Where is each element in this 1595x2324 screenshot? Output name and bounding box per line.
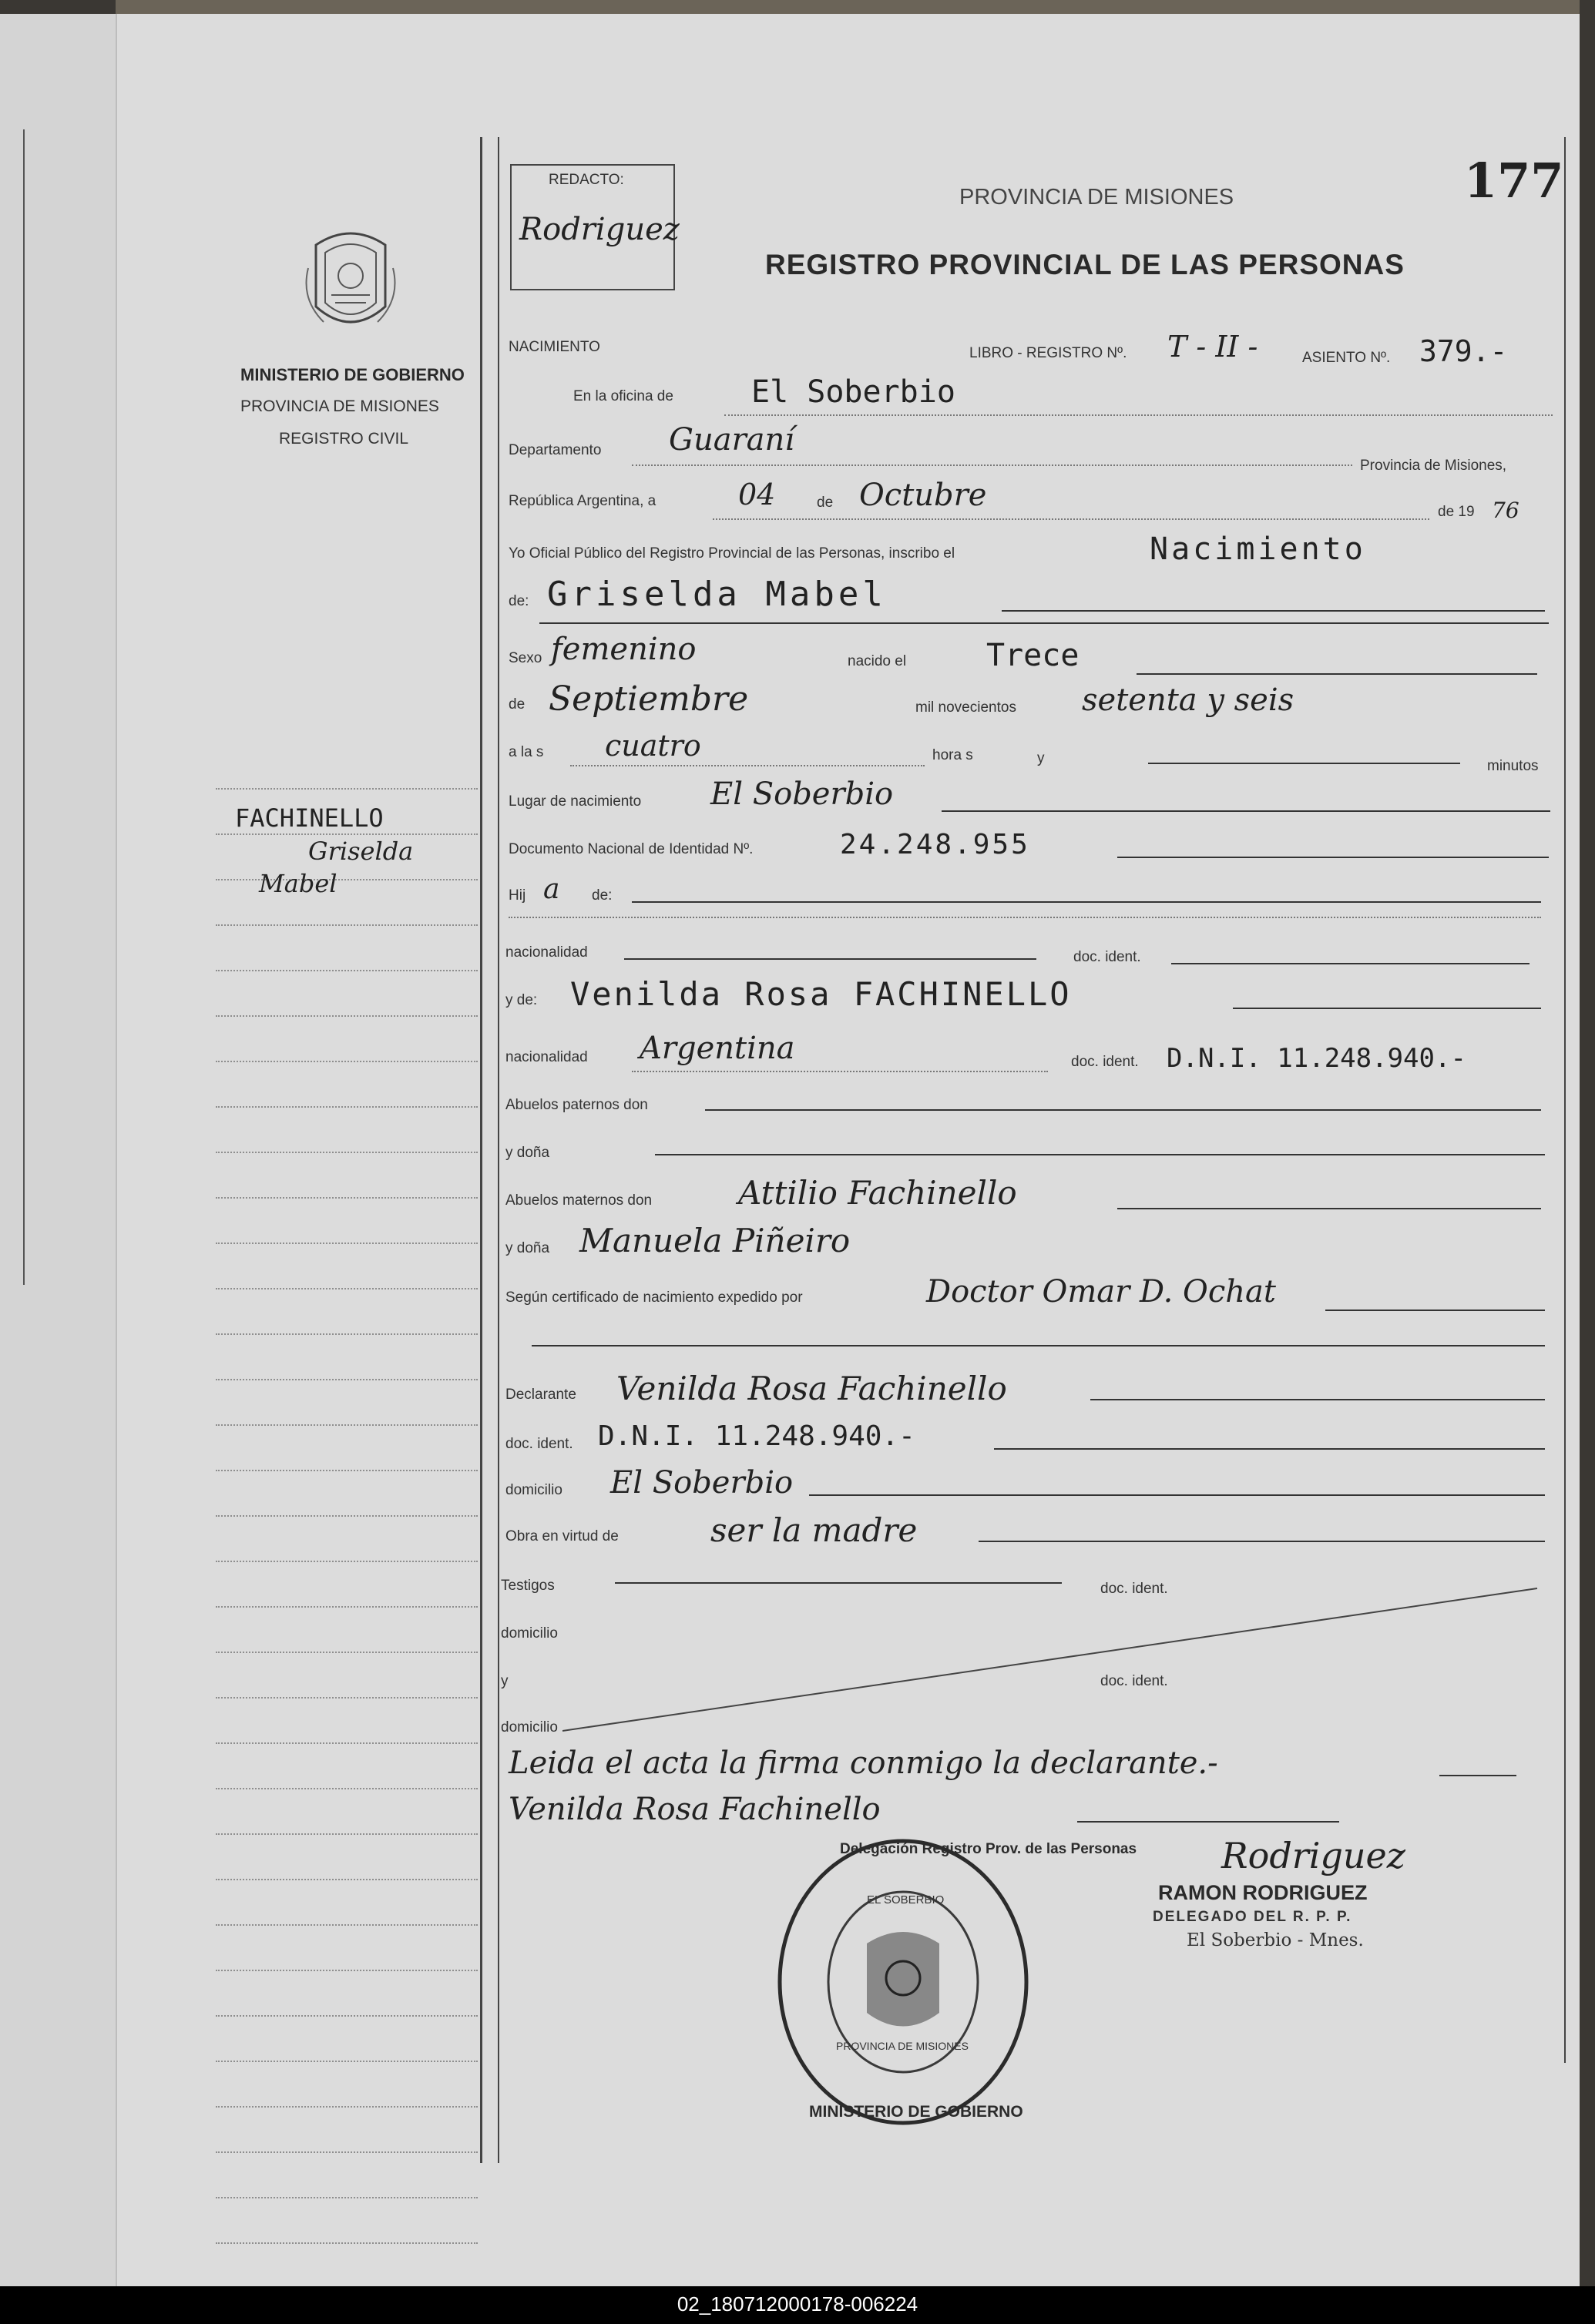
stub-ruled-line [216, 1742, 478, 1744]
stamp-inner-bottom: PROVINCIA DE MISIONES [836, 2040, 969, 2052]
oficial-label: Yo Oficial Público del Registro Provincial de las Personas, inscribo el [509, 545, 955, 562]
hija-line-2 [509, 917, 1541, 918]
stamp-outer-text: Delegación Registro Prov. de las Personas [840, 1841, 1137, 1857]
doc-decl-value: D.N.I. 11.248.940.- [598, 1420, 915, 1452]
stub-ruled-line [216, 1424, 478, 1426]
obra-label: Obra en virtud de [505, 1528, 619, 1544]
sexo-label: Sexo [509, 650, 542, 666]
oficina-value: El Soberbio [751, 374, 955, 410]
act-type: NACIMIENTO [509, 339, 600, 355]
stub-ruled-line [216, 1379, 478, 1380]
nac2-doc-value: D.N.I. 11.248.940.- [1167, 1043, 1466, 1074]
domicilio-line [809, 1494, 1545, 1496]
stub-name-1: Griselda [308, 837, 414, 866]
de-line [1002, 610, 1545, 612]
stub-ruled-line [216, 2197, 478, 2198]
declarante-line [1090, 1399, 1545, 1400]
testigos-doc-label: doc. ident. [1100, 1581, 1168, 1597]
ministry-registry: REGISTRO CIVIL [279, 430, 409, 448]
stub-ruled-line [216, 1970, 478, 1971]
delegate-title: DELEGADO DEL R. P. P. [1153, 1909, 1352, 1925]
closing-line-2: Venilda Rosa Fachinello [509, 1792, 881, 1827]
stub-ruled-line [216, 2106, 478, 2108]
yde-label: y de: [505, 992, 538, 1008]
lugar-label: Lugar de nacimiento [509, 793, 642, 810]
hija-line [632, 901, 1541, 903]
ministry-title: MINISTERIO DE GOBIERNO [240, 365, 465, 384]
de-label: de: [509, 593, 529, 609]
stub-ruled-line [216, 2151, 478, 2153]
official-stamp-icon [774, 1836, 1033, 2128]
stub-ruled-line [216, 788, 478, 790]
stub-ruled-line [216, 833, 478, 835]
testigos-label: Testigos [501, 1578, 555, 1594]
libro-label: LIBRO - REGISTRO Nº. [969, 345, 1127, 361]
yde-value: Venilda Rosa FACHINELLO [570, 975, 1072, 1013]
abuelos-mat-value: Attilio Fachinello [738, 1174, 1017, 1212]
domicilio-value: El Soberbio [610, 1465, 794, 1501]
mes-label: de [509, 696, 526, 713]
asiento-label: ASIENTO Nº. [1302, 350, 1391, 366]
dona-pat-line [655, 1154, 1545, 1155]
domicilio3-label: domicilio [501, 1719, 558, 1735]
redacto-signature: Rodriguez [519, 212, 680, 247]
stub-ruled-line [216, 1606, 478, 1608]
departamento-label: Departamento [509, 442, 602, 458]
certificado-line [1325, 1310, 1545, 1311]
yde-line [1233, 1008, 1541, 1009]
header-province: PROVINCIA DE MISIONES [959, 185, 1234, 210]
stub-ruled-line [216, 1561, 478, 1562]
stub-ruled-line [216, 1652, 478, 1653]
hora-value: cuatro [605, 729, 701, 763]
form-left-border [498, 137, 499, 2163]
closing-line-1: Leida el acta la firma conmigo la declarante.- [509, 1746, 1218, 1781]
delegate-signature: Rodriguez [1221, 1835, 1406, 1876]
departamento-value: Guaraní [669, 422, 795, 458]
republica-de: de [817, 495, 834, 511]
minutos-line [1148, 763, 1460, 764]
hora-label: a la s [509, 744, 544, 760]
hija-label-letter: a [543, 874, 560, 905]
republica-day: 04 [738, 478, 776, 511]
nac2-label: nacionalidad [505, 1049, 588, 1065]
y2-label: y [501, 1673, 509, 1689]
republica-year-label: de 19 [1438, 504, 1475, 520]
abuelos-mat-line [1117, 1208, 1541, 1209]
dona-mat-value: Manuela Piñeiro [579, 1222, 851, 1259]
nacido-label: nacido el [848, 653, 907, 669]
sexo-value: femenino [551, 632, 697, 667]
departamento-line [632, 464, 1352, 466]
mil-label: mil novecientos [915, 699, 1016, 716]
stub-ruled-line [216, 1061, 478, 1062]
stub-divider-line [480, 137, 482, 2163]
abuelos-pat-line [705, 1109, 1541, 1111]
obra-line [979, 1541, 1545, 1542]
nacido-value: Trece [986, 638, 1080, 673]
lugar-value: El Soberbio [710, 776, 894, 812]
mes-value: Septiembre [549, 679, 749, 719]
stub-ruled-line [216, 1788, 478, 1789]
cancel-diagonal-line [562, 1573, 1556, 1735]
stub-surname: FACHINELLO [235, 803, 384, 833]
nac1-doc-line [1171, 963, 1530, 964]
delegate-name: RAMON RODRIGUEZ [1158, 1881, 1368, 1904]
hora-line [570, 765, 925, 766]
facing-page-edge [0, 14, 117, 2286]
nac2-value: Argentina [640, 1031, 795, 1066]
stub-ruled-line [216, 2015, 478, 2017]
domicilio2-label: domicilio [501, 1625, 558, 1642]
delegate-place: El Soberbio - Mnes. [1187, 1930, 1364, 1950]
stub-ruled-line [216, 1197, 478, 1199]
doc-decl-label: doc. ident. [505, 1436, 573, 1452]
stub-ruled-line [216, 1470, 478, 1471]
hora-y-label: y [1037, 750, 1045, 766]
stamp-inner-top: EL SOBERBIO [867, 1893, 945, 1906]
nac1-doc-label: doc. ident. [1073, 949, 1141, 965]
hija-label-prefix: Hij [509, 887, 526, 904]
stub-ruled-line [216, 1697, 478, 1699]
domicilio-label: domicilio [505, 1482, 562, 1498]
certificado-line-2 [532, 1345, 1545, 1346]
de-line-2 [539, 622, 1549, 624]
abuelos-mat-label: Abuelos maternos don [505, 1192, 653, 1209]
horas-label: hora s [932, 747, 973, 763]
ministry-province: PROVINCIA DE MISIONES [240, 397, 439, 415]
facing-page-rule [23, 129, 25, 1285]
stub-ruled-line [216, 1924, 478, 1926]
nac2-doc-label: doc. ident. [1071, 1054, 1139, 1070]
oficina-line [724, 414, 1553, 416]
oficina-label: En la oficina de [573, 388, 673, 404]
declarante-value: Venilda Rosa Fachinello [616, 1370, 1007, 1407]
stub-ruled-line [216, 2242, 478, 2244]
redacto-label: REDACTO: [549, 172, 624, 188]
stub-name-2: Mabel [259, 869, 337, 898]
document-page [0, 14, 1580, 2286]
abuelos-pat-label: Abuelos paternos don [505, 1097, 648, 1113]
stub-ruled-line [216, 2061, 478, 2062]
image-id-caption: 02_180712000178-006224 [677, 2292, 918, 2316]
redacto-box [510, 164, 680, 290]
stub-ruled-line [216, 1288, 478, 1289]
declarante-label: Declarante [505, 1387, 576, 1403]
closing-line-2-rule [1077, 1821, 1339, 1823]
stub-ruled-line [216, 1106, 478, 1108]
stub-ruled-line [216, 1833, 478, 1835]
oficial-value: Nacimiento [1150, 532, 1366, 567]
stub-ruled-line [216, 1515, 478, 1517]
dni-label: Documento Nacional de Identidad Nº. [509, 841, 754, 857]
closing-line-1-rule [1439, 1775, 1516, 1776]
obra-value: ser la madre [710, 1511, 918, 1549]
minutos-label: minutos [1487, 758, 1539, 774]
de-value: Griselda Mabel [547, 575, 887, 614]
nacido-line [1137, 673, 1537, 675]
stub-ruled-line [216, 1333, 478, 1335]
dni-line [1117, 857, 1549, 858]
certificado-label: Según certificado de nacimiento expedido por [505, 1289, 803, 1306]
republica-year-value: 76 [1492, 498, 1519, 523]
mil-value: setenta y seis [1082, 682, 1294, 718]
hija-label-suffix: de: [592, 887, 613, 904]
y2-doc-label: doc. ident. [1100, 1673, 1168, 1689]
republica-line [713, 518, 1429, 520]
asiento-value: 379.- [1419, 334, 1508, 368]
republica-month: Octubre [859, 478, 987, 513]
stub-ruled-line [216, 879, 478, 880]
nac1-line [624, 958, 1036, 960]
stub-ruled-line [216, 970, 478, 971]
certificado-value: Doctor Omar D. Ochat [926, 1274, 1276, 1310]
header-registry: REGISTRO PROVINCIAL DE LAS PERSONAS [765, 249, 1405, 280]
page-number: 177 [1464, 153, 1564, 209]
dona-mat-label: y doña [505, 1240, 550, 1256]
republica-label: República Argentina, a [509, 493, 656, 509]
province-seal-icon [301, 222, 401, 345]
dni-value: 24.248.955 [840, 829, 1030, 860]
dona-pat-label: y doña [505, 1145, 550, 1161]
lugar-line [942, 810, 1550, 812]
stamp-bottom-text: MINISTERIO DE GOBIERNO [809, 2103, 1023, 2121]
stub-ruled-line [216, 1879, 478, 1880]
departamento-suffix: Provincia de Misiones, [1360, 458, 1507, 474]
form-right-border [1564, 137, 1566, 2063]
stub-ruled-line [216, 1152, 478, 1153]
doc-decl-line [994, 1448, 1545, 1450]
stub-ruled-line [216, 1242, 478, 1244]
nac2-line [632, 1071, 1048, 1072]
nac1-label: nacionalidad [505, 944, 588, 961]
libro-value: T - II - [1167, 330, 1258, 364]
stub-ruled-line [216, 924, 478, 926]
stub-ruled-line [216, 1015, 478, 1017]
